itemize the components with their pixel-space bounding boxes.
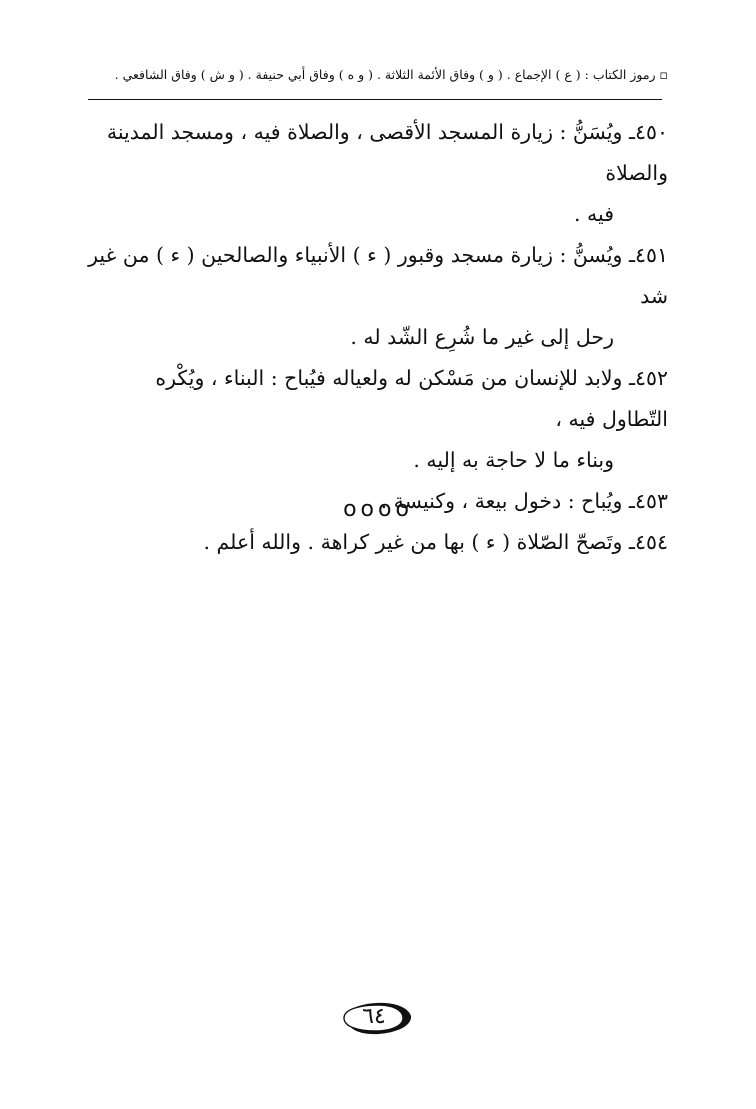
paragraph-line: ٤٥٢ـ ولابد للإنسان من مَسْكن له ولعياله فيُباح : البناء ، ويُكْره التّطاول فيه ، <box>155 366 668 431</box>
paragraph-continuation: فيه . <box>573 202 614 226</box>
paragraph-450 <box>86 112 668 235</box>
paragraph-454 <box>86 522 668 563</box>
paragraph-line: ٤٥٣ـ ويُباح : دخول بيعة ، وكنيسة . <box>380 489 668 513</box>
paragraph-continuation: رحل إلى غير ما شُرِع الشّد له . <box>350 325 614 349</box>
paragraph-452 <box>86 358 668 481</box>
page-number-badge <box>339 998 413 1038</box>
body-text <box>86 112 668 563</box>
paragraph-451 <box>86 235 668 358</box>
paragraph-line: ٤٥١ـ ويُسنُّ : زيارة مسجد وقبور ( ء ) الأنبياء والصالحين ( ء ) من غير شد <box>88 243 668 308</box>
section-end-ornament: oooo <box>343 497 413 522</box>
paragraph-line: ٤٥٠ـ ويُسَنُّ : زيارة المسجد الأقصى ، والصلاة فيه ، ومسجد المدينة والصلاة <box>106 120 668 185</box>
header-rule <box>88 99 662 100</box>
page-number: ٦٤ <box>362 1004 386 1029</box>
running-header: ▫ رموز الكتاب : ( ع ) الإجماع . ( و ) وفاق الأئمة الثلاثة . ( و ه ) وفاق أبي حنيفة . ( و ش ) وفاق الشافعي . <box>114 67 668 82</box>
paragraph-continuation: وبناء ما لا حاجة به إليه . <box>413 448 614 472</box>
paragraph-line: ٤٥٤ـ وتَصحّ الصّلاة ( ء ) بها من غير كراهة . والله أعلم . <box>203 530 668 554</box>
